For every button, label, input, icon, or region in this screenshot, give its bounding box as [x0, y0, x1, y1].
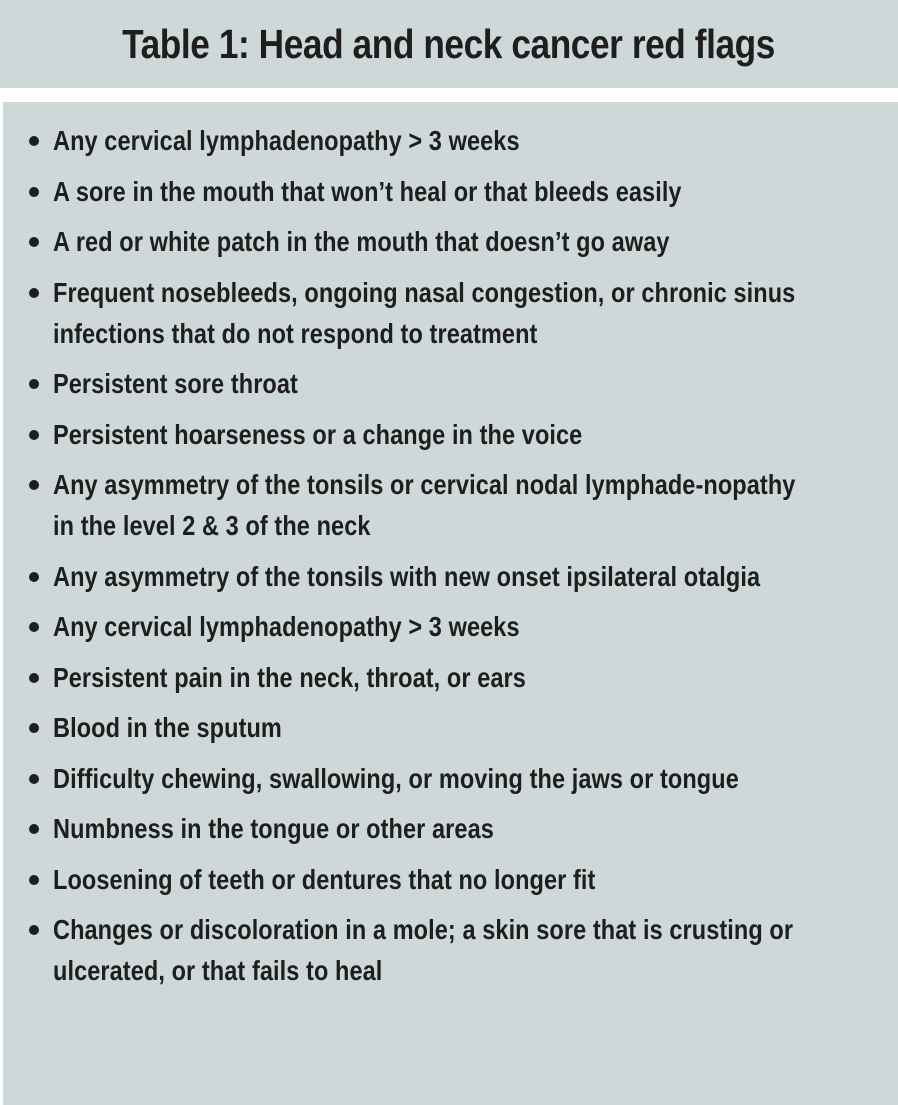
- list-item-text: Any cervical lymphadenopathy > 3 weeks: [53, 611, 520, 642]
- list-item: [29, 120, 874, 161]
- list-item: [29, 606, 874, 647]
- list-item-text: Loosening of teeth or dentures that no longer fit: [53, 863, 596, 895]
- list-item: [29, 171, 874, 212]
- bullet-icon: [29, 379, 39, 389]
- list-item-text: Difficulty chewing, swallowing, or moving the jaws or tongue: [53, 762, 739, 794]
- list-item-text: Numbness in the tongue or other areas: [53, 813, 494, 844]
- bullet-icon: [29, 572, 39, 582]
- bullet-icon: [29, 824, 39, 834]
- bullet-icon: [29, 875, 39, 885]
- list-item: [29, 808, 874, 849]
- bullet-icon: [29, 237, 39, 247]
- list-item: [29, 859, 874, 900]
- list-item-text: Any asymmetry of the tonsils or cervical nodal lymphade-nopathy in the level 2 & 3 of the neck: [53, 469, 796, 541]
- list-item-text: Any cervical lymphadenopathy > 3 weeks: [53, 125, 520, 156]
- list-item: [29, 556, 874, 597]
- list-item-text: Persistent hoarseness or a change in the voice: [53, 418, 583, 450]
- bullet-icon: [29, 774, 39, 784]
- bullet-icon: [29, 187, 39, 197]
- bullet-icon: [29, 430, 39, 440]
- list-item: [29, 657, 874, 698]
- list-item: [29, 221, 874, 262]
- list-item: [29, 414, 874, 455]
- list-item: [29, 464, 874, 546]
- list-item-text: Persistent pain in the neck, throat, or ears: [53, 661, 526, 693]
- list-item-text: Persistent sore throat: [53, 368, 298, 399]
- bullet-icon: [29, 288, 39, 298]
- list-item: [29, 758, 874, 799]
- table-title-banner: [0, 0, 898, 88]
- list-item: [29, 272, 874, 354]
- list-item-text: Blood in the sputum: [53, 712, 282, 743]
- bullet-icon: [29, 622, 39, 632]
- list-item: [29, 363, 874, 404]
- list-item-text: A sore in the mouth that won’t heal or that bleeds easily: [53, 175, 682, 207]
- bullet-icon: [29, 136, 39, 146]
- bullet-icon: [29, 673, 39, 683]
- list-item-text: Changes or discoloration in a mole; a skin sore that is crusting or ulcerated, or that fails to heal: [53, 914, 794, 986]
- bullet-icon: [29, 723, 39, 733]
- bullet-icon: [29, 480, 39, 490]
- list-item: [29, 909, 874, 991]
- list-item: [29, 707, 874, 748]
- list-item-text: A red or white patch in the mouth that doesn’t go away: [53, 226, 670, 257]
- red-flags-list: [29, 120, 874, 1001]
- list-item-text: Frequent nosebleeds, ongoing nasal congestion, or chronic sinus infections that do not respond to treatment: [53, 276, 796, 349]
- bullet-icon: [29, 925, 39, 935]
- table-title: Table 1: Head and neck cancer red flags: [122, 20, 776, 67]
- red-flags-panel: [3, 102, 898, 1105]
- list-item-text: Any asymmetry of the tonsils with new onset ipsilateral otalgia: [53, 560, 761, 592]
